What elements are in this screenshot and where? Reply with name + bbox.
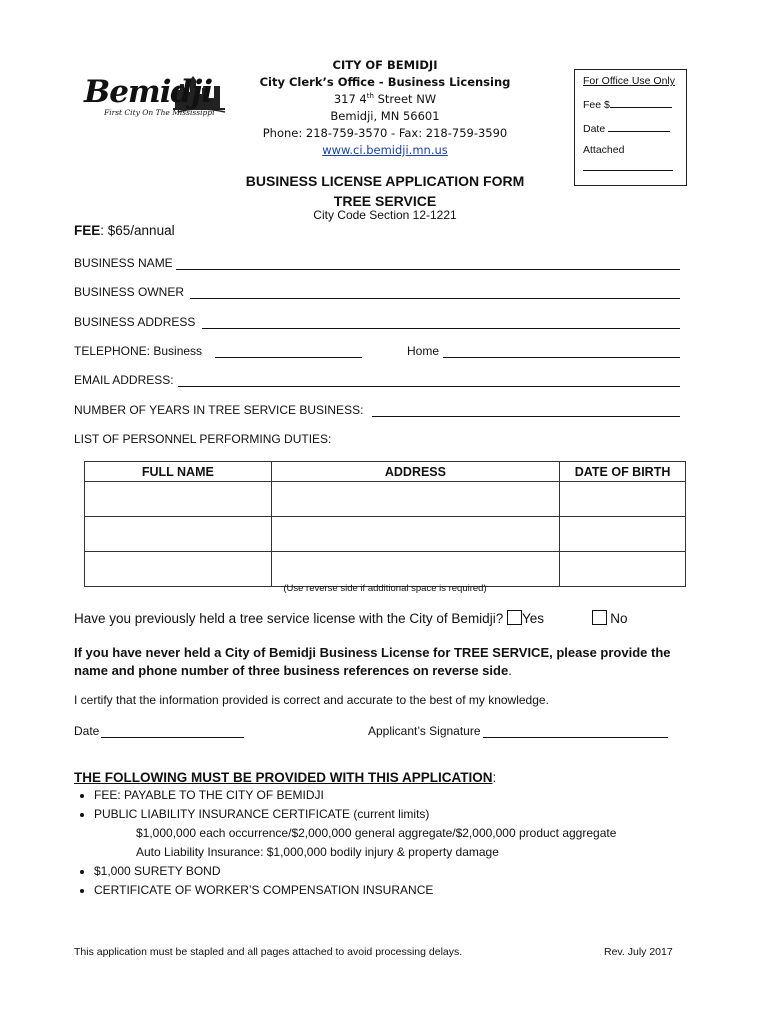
name-cell[interactable] xyxy=(85,517,272,552)
applicant-signature-field[interactable] xyxy=(483,737,668,738)
logo-wordmark: Bemidji xyxy=(84,74,213,110)
requirements-heading xyxy=(74,770,496,785)
question-text: Have you previously held a tree service license with the City of Bemidji? xyxy=(74,611,504,626)
references-instruction xyxy=(74,644,714,680)
yes-checkbox[interactable] xyxy=(507,610,522,625)
street-ordinal: th xyxy=(366,92,374,101)
requirements-list xyxy=(56,786,716,900)
table-header-row xyxy=(85,462,686,482)
business-address-field[interactable] xyxy=(202,328,680,329)
office-date-row xyxy=(583,120,678,135)
address-cell[interactable] xyxy=(271,517,560,552)
no-label: No xyxy=(610,611,628,626)
col-full-name: FULL NAME xyxy=(85,462,272,482)
email-field[interactable] xyxy=(178,386,680,387)
list-item: • $1,000 SURETY BOND xyxy=(94,862,716,881)
applicant-signature-label: Applicant’s Signature xyxy=(368,724,481,738)
list-item: • FEE: PAYABLE TO THE CITY OF BEMIDJI xyxy=(94,786,716,805)
prior-license-question xyxy=(74,610,628,626)
telephone-home-label: Home xyxy=(407,344,440,358)
office-name: City Clerk’s Office - Business Licensing xyxy=(259,75,511,89)
col-date-of-birth: DATE OF BIRTH xyxy=(560,462,686,482)
requirements-heading-text: THE FOLLOWING MUST BE PROVIDED WITH THIS APPLICATION xyxy=(74,770,493,785)
years-field[interactable] xyxy=(372,416,680,417)
footer-note: This application must be stapled and all pages attached to avoid processing delays. xyxy=(74,946,463,958)
personnel-table xyxy=(84,461,686,587)
form-title xyxy=(200,171,570,211)
dob-cell[interactable] xyxy=(560,517,686,552)
telephone-business-field[interactable] xyxy=(215,357,362,358)
requirements-heading-colon: : xyxy=(492,770,497,785)
street-name: Street NW xyxy=(373,92,437,106)
office-date-label: Date xyxy=(583,123,606,135)
email-label: EMAIL ADDRESS: xyxy=(74,373,174,387)
table-row xyxy=(85,517,686,552)
form-title-line2: TREE SERVICE xyxy=(333,193,437,209)
business-name-field[interactable] xyxy=(176,269,680,270)
table-row xyxy=(85,552,686,587)
table-row xyxy=(85,482,686,517)
business-owner-field[interactable] xyxy=(190,298,680,299)
office-attached-label: Attached xyxy=(583,144,625,156)
fee-line xyxy=(74,223,175,238)
website-link[interactable]: www.ci.bemidji.mn.us xyxy=(322,143,448,157)
list-item: • PUBLIC LIABILITY INSURANCE CERTIFICATE (current limits) xyxy=(94,805,716,824)
references-line2 xyxy=(74,662,714,680)
logo-tagline: First City On The Mississippi xyxy=(104,108,215,117)
form-title-line1: BUSINESS LICENSE APPLICATION FORM xyxy=(245,173,525,189)
fee-label: FEE xyxy=(74,223,101,238)
name-cell[interactable] xyxy=(85,482,272,517)
no-checkbox[interactable] xyxy=(592,610,607,625)
street-address xyxy=(235,91,535,108)
date-field[interactable] xyxy=(101,737,244,738)
fee-value: : $65/annual xyxy=(100,223,175,238)
city-state: Bemidji, MN 56601 xyxy=(330,109,440,123)
street-number: 317 4 xyxy=(333,92,367,106)
telephone-business-label: TELEPHONE: Business xyxy=(74,344,203,358)
office-fee-field[interactable] xyxy=(610,96,672,108)
col-address: ADDRESS xyxy=(271,462,560,482)
table-note: (Use reverse side if additional space is required) xyxy=(283,583,487,594)
auto-liability: Auto Liability Insurance: $1,000,000 bodily injury & property damage xyxy=(136,845,499,859)
city-name: CITY OF BEMIDJI xyxy=(332,58,438,72)
telephone-home-field[interactable] xyxy=(443,357,680,358)
business-owner-label: BUSINESS OWNER xyxy=(74,285,185,299)
address-cell[interactable] xyxy=(271,552,560,587)
office-attached-field[interactable] xyxy=(583,162,673,171)
phone-fax: Phone: 218-759-3570 - Fax: 218-759-3590 xyxy=(262,126,508,140)
office-fee-row xyxy=(583,96,678,111)
references-line1: If you have never held a City of Bemidji Business License for TREE SERVICE, please provide the xyxy=(74,645,671,660)
references-line2-text: name and phone number of three business references on reverse side xyxy=(74,663,509,678)
city-code: City Code Section 12-1221 xyxy=(313,208,457,222)
office-use-title: For Office Use Only xyxy=(583,75,675,87)
office-fee-label: Fee $ xyxy=(583,99,610,111)
years-label: NUMBER OF YEARS IN TREE SERVICE BUSINESS: xyxy=(74,403,364,417)
letterhead xyxy=(235,57,535,159)
city-logo xyxy=(80,68,230,122)
business-name-label: BUSINESS NAME xyxy=(74,256,173,270)
dob-cell[interactable] xyxy=(560,552,686,587)
certify-statement: I certify that the information provided is correct and accurate to the best of my knowledge. xyxy=(74,693,549,707)
name-cell[interactable] xyxy=(85,552,272,587)
dob-cell[interactable] xyxy=(560,482,686,517)
office-use-box xyxy=(574,69,687,186)
date-label: Date xyxy=(74,724,100,738)
business-address-label: BUSINESS ADDRESS xyxy=(74,315,196,329)
address-cell[interactable] xyxy=(271,482,560,517)
insurance-limits: $1,000,000 each occurrence/$2,000,000 general aggregate/$2,000,000 product aggregate xyxy=(136,826,617,840)
references-period: . xyxy=(508,663,512,678)
list-item: • CERTIFICATE OF WORKER’S COMPENSATION INSURANCE xyxy=(94,881,716,900)
personnel-label: LIST OF PERSONNEL PERFORMING DUTIES: xyxy=(74,432,332,446)
revision-date: Rev. July 2017 xyxy=(604,946,673,958)
yes-label: Yes xyxy=(521,611,544,626)
office-date-field[interactable] xyxy=(608,120,670,132)
